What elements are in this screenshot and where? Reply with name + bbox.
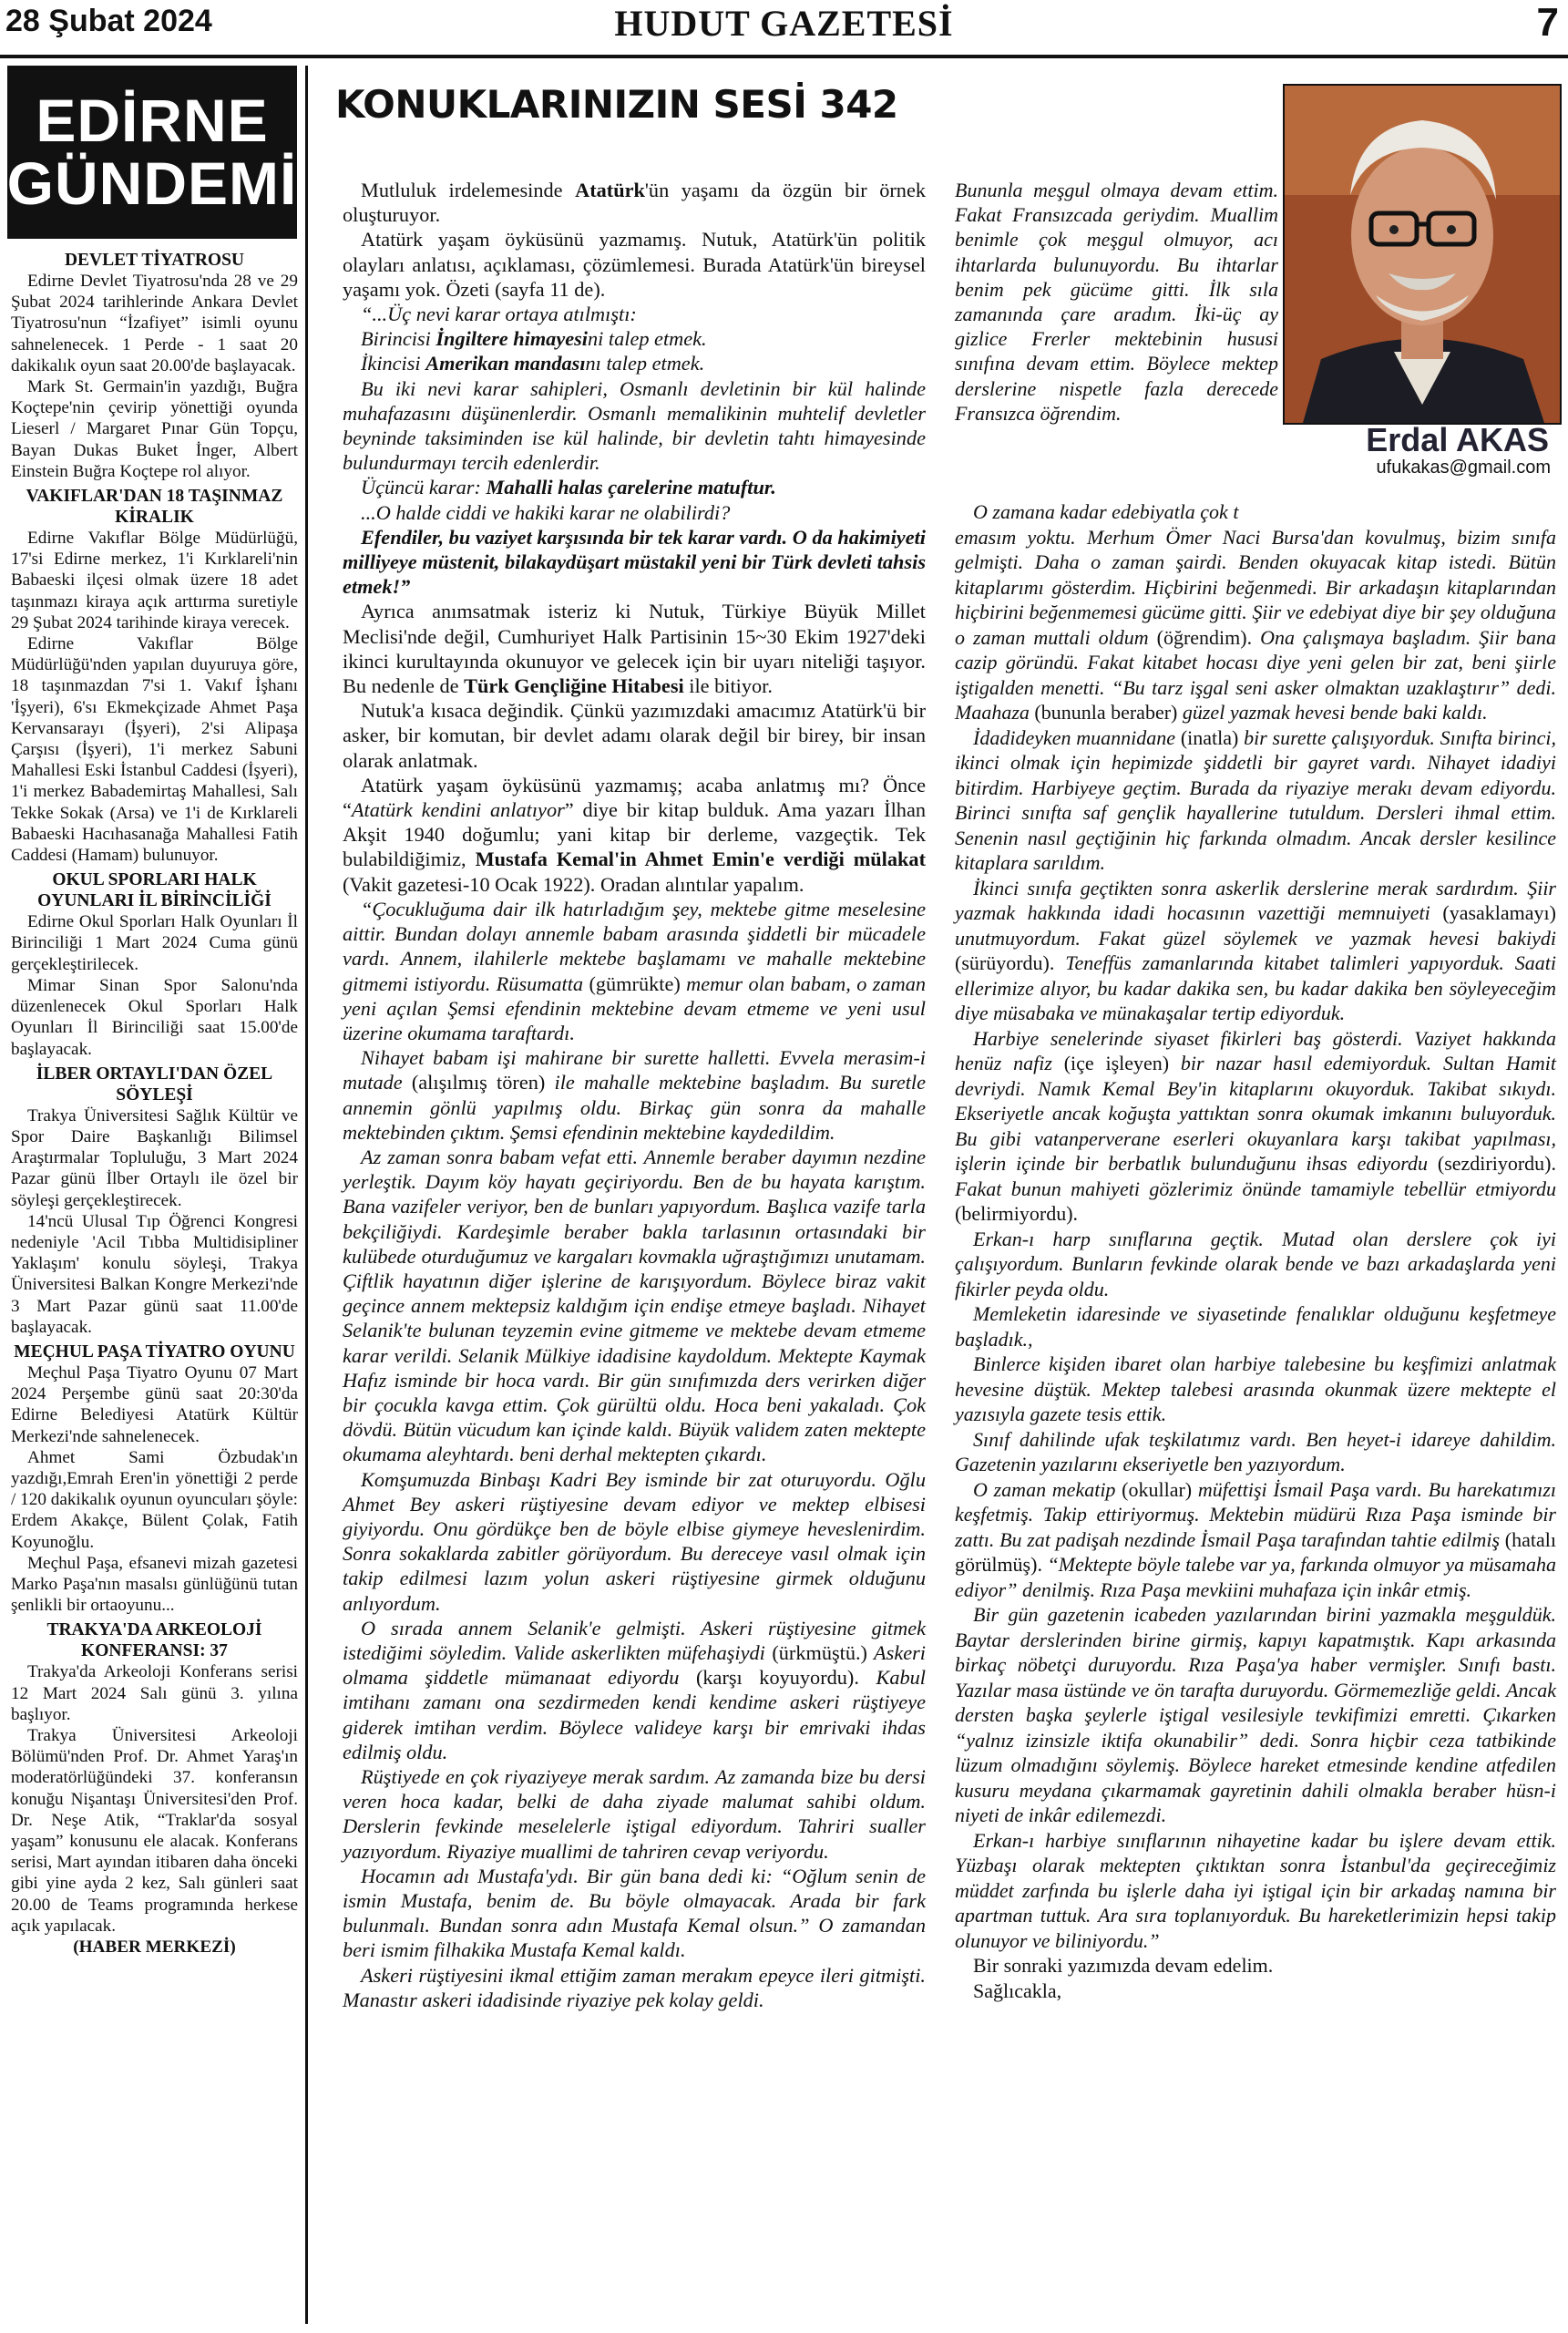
quote-paragraph: Efendiler, bu vaziyet karşısında bir tek karar vardı. O da hakimiyeti milliyeye müstenit, bilakaydüşart müstakil yeni bir Türk devleti tahsis etmek!” <box>343 525 926 599</box>
quote-paragraph: Az zaman sonra babam vefat etti. Annemle beraber dayımın nezdine yerleştik. Dayım köy hayatı geçiriyordu. Ben de bu hayata karıştım. Bana vazifeler veriyor, ben de bunları yapıyordum. Başlıca vazife tarla bekçiliğiydi. Kardeşimle beraber bakla tarlasının ortasındaki bir kulübede oturduğumuz ve kargaları kovmakla uğraştığımızı unutamam. Çiftlik hayatının diğer işlerine de karışıyordum. Böylece biraz vakit geçince annem mektepsiz kaldığım için endişe etmeye başladı. Nihayet Selanik'te bulunan teyzemin evine gitmeme ve mektebe devam etmeme karar verildi. Selanik Mülkiye idadisine kaydoldum. Mektepte Kaymak Hafız isminde bir hoca vardı. Bir gün sınıfımızda ders verirken diğer bir çocukla kavga ettim. Çok gürültü oldu. Hoca beni yakaladı. Çok dövdü. Bütün vücudum kan içinde kaldı. Büyük validem zaten mektepte okumama aleyhtardı. beni derhal mektepten çıkardı. <box>343 1145 926 1466</box>
paragraph: Atatürk yaşam öyküsünü yazmamış; acaba anlatmış mı? Önce “Atatürk kendini anlatıyor” diye bir kitap bulduk. Ama yazarı İlhan Akşit 1940 doğumlu; yani kitap bir derleme, vazgeçtik. Tek bulabildiğimiz, Mustafa Kemal'in Ahmet Emin'e verdiği mülakat (Vakit gazetesi-10 Ocak 1922). Oradan alıntılar yapalım. <box>343 773 926 896</box>
quote-paragraph: Komşumuzda Binbaşı Kadri Bey isminde bir zat oturuyordu. Oğlu Ahmet Bey askeri rüştiyesine devam ediyor ve mektep elbisesi giyiyordu. Onu gördükçe ben de böyle elbise giymeye heveslenirdim. Sonra sokaklarda zabitler görüyordum. Bu dereceye vasıl olmak için takip edilmesi lazım yolun askeri rüştiyesine girmek olduğunu anlıyordum. <box>343 1467 926 1615</box>
brief-text: Edirne Devlet Tiyatrosu'nda 28 ve 29 Şubat 2024 tarihlerinde Ankara Devlet Tiyatrosu'nun “İzafiyet” isimli oyunu sahnelenecek. 1 Perde - 1 saat 20 dakikalık oyun saat 20.00'de başlayacak. <box>11 272 298 375</box>
brief-text: Trakya Üniversitesi Sağlık Kültür ve Spor Daire Başkanlığı Bilimsel Araştırmalar Topluluğu, 3 Mart 2024 Pazar günü İlber Ortaylı ile özel bir söyleşi gerçekleştirecek. <box>11 1105 298 1210</box>
article-headline: KONUKLARINIZIN SESİ 342 <box>335 82 898 127</box>
brief-text: Trakya'da Arkeoloji Konferans serisi 12 Mart 2024 Salı günü 3. yılına başlıyor. <box>11 1662 298 1724</box>
author-email: ufukakas@gmail.com <box>1376 457 1551 478</box>
brief-text: Meçhul Paşa Tiyatro Oyunu 07 Mart 2024 Perşembe günü saat 20:30'da Edirne Belediyesi Atatürk Kültür Merkezi'nde sahnelenecek. <box>11 1362 298 1446</box>
paragraph: Atatürk yaşam öyküsünü yazmamış. Nutuk, Atatürk'ün politik olayları anlatısı, açıklaması, çözümlemesi. Burada Atatürk'ün bireysel yaşamı yok. Özeti (sayfa 11 de). <box>343 228 926 301</box>
quote-paragraph: Erkan-ı harbiye sınıflarının nihayetine kadar bu işlere devam ettik. Yüzbaşı olarak mektepten çıktıktan sonra İstanbul'da geçireceğimiz müddet zarfında bu işlerle daha iyi iştigal için bir arkadaş namına bir apartman tuttuk. Ara sıra toplanıyorduk. Bu hareketlerimizin hepsi takip olunuyor ve biliniyordu.” <box>955 1828 1556 1952</box>
quote-line: “...Üç nevi karar ortaya atılmıştı: <box>361 303 637 326</box>
brief-text: Edirne Vakıflar Bölge Müdürlüğü, 17'si Edirne merkez, 1'i Kırklareli'nin Babaeski ilçesi olmak üzere 18 adet taşınmazı kiraya açık arttırma suretiyle 29 Şubat 2024 tarihinde kiraya verecek. <box>11 529 298 632</box>
brief-text: Edirne Vakıflar Bölge Müdürlüğü'nden yapılan duyuruya göre, 18 taşınmazdan 7'si 1. Vakıf İşhanı 'İşyeri), 6'sı Ekmekçizade Ahmet Paşa Kervansarayı (İşyeri), 2'si Alipaşa Çarşısı (İşyeri), 1'i merkez Sabuni Mahallesi Eski İstanbul Caddesi (İşyeri), 1'i merkez Babademirtaş Mahallesi, Salı Tekke Sokak (Arsa) ve 1'i de Kırklareli Babaeski Hacıhasanağa Mahallesi Fatih Caddesi (Hamam) bulunuyor. <box>11 634 298 866</box>
section-header-line1: EDİRNE <box>36 86 269 154</box>
quote-paragraph: Memleketin idaresinde ve siyasetinde fenalıklar olduğunu keşfetmeye başladık., <box>955 1302 1556 1351</box>
brief-title: VAKIFLAR'DAN 18 TAŞINMAZ KİRALIK <box>26 487 283 528</box>
author-name: Erdal AKAS <box>1366 421 1549 458</box>
quote-line: ...O halde ciddi ve hakiki karar ne olabilirdi? <box>361 500 731 524</box>
masthead <box>0 0 1568 58</box>
brief-text: Trakya Üniversitesi Arkeoloji Bölümü'nden Prof. Dr. Ahmet Yaraş'ın moderatörlüğündeki 37. konferansın konuğu Nişantaşı Üniversitesi'den Prof. Dr. Neşe Atik, “Traklar'da sosyal yaşam” konusunu ele alacak. Konferans serisi, Mart ayından itibaren daha önceki gibi yine ayda 2 kez, Salı günleri saat 20.00 de Teams programında herkese açık yapılacak. <box>11 1725 298 1936</box>
brief-title: İLBER ORTAYLI'DAN ÖZEL SÖYLEŞİ <box>36 1064 273 1105</box>
brief-title: OKUL SPORLARI HALK OYUNLARI İL BİRİNCİLİĞİ <box>37 870 272 911</box>
quote-paragraph: Rüştiyede en çok riyaziyeye merak sardım. Az zamanda bize bu dersi veren hoca kadar, belki de daha ziyade malumat sahibi oldum. Derslerin fevkinde meselelerle iştigal ediyordum. Tahriri sualler yazıyordum. Riyaziye muallimi de tahriren cevap veriyordu. <box>343 1765 926 1863</box>
quote-paragraph: Harbiye senelerinde siyaset fikirleri baş gösterdi. Vaziyet hakkında henüz nafiz (içe işleyen) bir nazar hasıl edemiyorduk. Sultan Hamit devriydi. Namık Kemal Bey'in kitaplarını okuyorduk. Takibat sıkıydı. Ekseriyetle ancak koğuşta yattıktan sonra okumak imkanını buluyorduk. Bu gibi vatanperverane eserleri okuyanlara karşı takibat yapılması, işlerin içinde bir berbatlık bulunduğunu ihsas ediyordu (sezdiriyordu). Fakat bunun mahiyeti gözlerimiz önünde tamamiyle tebellür etmiyordu (belirmiyordu). <box>955 1026 1556 1225</box>
quote-paragraph: İdadideyken muannidane (inatla) bir surette çalışıyorduk. Sınıfta birinci, ikinci olmak için hepimizde şiddetli bir gayret vardı. Nihayet idadiyi bitirdim. Harbiyeye geçtim. Burada da riyaziye merakı devam ediyordu. Birinci sınıfta saf gençlik hayallerine tutuldum. Dersleri ihmal ettim. Senenin nasıl geçtiğinin hiç farkında olmadım. Ancak dersler kesilince kitaplara sarıldım. <box>955 725 1556 874</box>
quote-paragraph: O zaman mekatip (okullar) müfettişi İsmail Paşa vardı. Bu harekatımızı keşfetmiş. Takip ettiriyormuş. Mektebin müdürü Rıza Paşa isminde bir zattı. Bu zat padişah nezdinde İsmail Paşa tarafından tahtie edilmiş (hatalı görülmüş). “Mektepte böyle talebe var ya, farkında olmuyor ya müsamaha ediyor” denilmiş. Rıza Paşa mevkiini muhafaza için inkâr etmiş. <box>955 1477 1556 1601</box>
quote-paragraph: emasım yoktu. Merhum Ömer Naci Bursa'dan kovulmuş, bizim sınıfa gelmişti. Daha o zaman şairdi. Benden okuyacak kitap istedi. Bütün kitaplarımı gösterdim. Hiçbirini beğenmedi. Bir arkadaşın kitaplarından hiçbirini beğenmemesi gücüme gitti. Şiir ve edebiyat diye bir şey olduğuna o zaman muttali oldum (öğrendim). Ona çalışmaya başladım. Şiir bana cazip göründü. Fakat kitabet hocası diye yeni gelen bir zat, beni şiirle iştigalden menetti. “Bu tarz işgal seni asker olmaktan uzaklaştırır” dedi. Maahaza (bununla beraber) güzel yazmak hevesi bende baki kaldı. <box>955 525 1556 724</box>
quote-paragraph: O zamana kadar edebiyatla çok t <box>973 500 1239 523</box>
article-column-1 <box>343 178 926 2012</box>
paragraph: Mutluluk irdelemesinde Atatürk'ün yaşamı da özgün bir örnek oluşturuyor. <box>343 179 926 227</box>
section-header-line2: GÜNDEMİ <box>6 149 298 217</box>
quote-line: Birincisi İngiltere himayesini talep etmek. <box>361 327 707 351</box>
section-header-box <box>7 66 297 239</box>
quote-paragraph: Erkan-ı harp sınıflarına geçtik. Mutad olan derslere çok iyi çalışıyordum. Bunların fevkinde olarak bende ve bazı arkadaşlarda yeni fikirler peyda oldu. <box>955 1227 1556 1300</box>
brief-text: Mimar Sinan Spor Salonu'nda düzenlenecek Okul Sporları Halk Oyunları İl Birinciliği saat 15.00'de başlayacak. <box>11 975 298 1059</box>
brief-text: Edirne Okul Sporları Halk Oyunları İl Birinciliği 1 Mart 2024 Cuma günü gerçekleştirilecek. <box>11 912 298 974</box>
paragraph: Ayrıca anımsatmak isteriz ki Nutuk, Türkiye Büyük Millet Meclisi'nde değil, Cumhuriyet Halk Partisinin 15~30 Ekim 1927'deki ikinci kurultayında okunuyor ve gelecek için bir uyarı niteliği taşıyor. Bu nedenle de Türk Gençliğine Hitabesi ile bitiyor. <box>343 600 926 698</box>
news-credit: (HABER MERKEZİ) <box>73 1937 236 1958</box>
article-column-2-top <box>955 178 1278 426</box>
article-column-2 <box>955 499 1556 2003</box>
quote-paragraph: Sınıf dahilinde ufak teşkilatımız vardı. Ben heyet-i idareye dahildim. Gazetenin yazılarını ekseriyetle ben yazıyordum. <box>955 1427 1556 1475</box>
brief-text: 14'ncü Ulusal Tıp Öğrenci Kongresi nedeniyle 'Acil Tıbba Multidisipliner Yaklaşım' konulu söyleşi, Trakya Üniversitesi Balkan Kongre Merkezi'nde 3 Mart Pazar günü saat 11.00'de başlayacak. <box>11 1211 298 1337</box>
edirne-gundemi-column <box>7 66 308 2324</box>
quote-paragraph: Nihayet babam işi mahirane bir surette halletti. Evvela merasim-i mutade (alışılmış tören) ile mahalle mektebine başladım. Bu suretle annemin gönlü yapılmış oldu. Birkaç gün sonra da mahalle mektebinden çıktım. Şemsi efendinin mektebine kaydedildim. <box>343 1046 927 1144</box>
quote-paragraph: Binlerce kişiden ibaret olan harbiye talebesine bu keşfimizi anlatmak hevesine düştük. Mektep talebesi arasında okunmak üzere mektepte el yazısıyla gazete tesis ettik. <box>955 1352 1556 1425</box>
page-number: 7 <box>1536 0 1559 45</box>
newspaper-title: HUDUT GAZETESİ <box>614 3 954 44</box>
issue-date: 28 Şubat 2024 <box>5 4 212 38</box>
paragraph: Nutuk'a kısaca değindik. Çünkü yazımızdaki amacımız Atatürk'ü bir asker, bir komutan, bir devlet adamı olarak değil bir birey, bir insan olarak anlatmak. <box>343 699 926 772</box>
quote-paragraph: Bununla meşgul olmaya devam ettim. Fakat Fransızcada geriydim. Muallim benimle çok meşgul olmuyor, acı ihtarlarda bulunuyordu. Bu ihtarlar benim pek gücüme gitti. İlk sıla zamanında çare aradım. İki-üç ay gizlice Frerler mektebinin hususi sınıfına devam ettim. Böylece mektep derslerine nispetle fazla derecede Fransızca öğrendim. <box>955 179 1278 425</box>
quote-line: Üçüncü karar: Mahalli halas çarelerine matuftur. <box>361 476 776 499</box>
brief-text: Mark St. Germain'in yazdığı, Buğra Koçtepe'nin çevirip yönettiği oyunda Lieserl / Margaret Pınar Gün Topçu, Bayan Dukas Buket İnger, Albert Einstein Buğra Koçtepe rol alıyor. <box>11 377 298 481</box>
brief-title: DEVLET TİYATROSU <box>64 251 245 270</box>
author-photo <box>1283 84 1562 425</box>
quote-line: İkincisi Amerikan mandasını talep etmek. <box>361 352 705 375</box>
brief-title: MEÇHUL PAŞA TİYATRO OYUNU <box>14 1341 295 1362</box>
brief-title: TRAKYA'DA ARKEOLOJİ KONFERANSI: 37 <box>46 1620 262 1661</box>
news-briefs <box>7 239 305 1958</box>
brief-text: Ahmet Sami Özbudak'ın yazdığı,Emrah Eren'in yönettiği 2 perde / 120 dakikalık oyunun oyuncuları şöyle: Erdem Akakçe, Bülent Çolak, Fatih Koyunoğlu. <box>11 1447 298 1552</box>
quote-paragraph: O sırada annem Selanik'e gelmişti. Askeri rüştiyesine gitmek istediğimi söyledim. Valide askerlikten müfehaşiydi (ürkmüştü.) Askeri olmama şiddetle mümanaat ediyordu (karşı koyuyordu). Kabul imtihanı zamanı ona sezdirmeden kendi kendime askeri rüştiyeye giderek imtihan verdim. Böylece valideye karşı bir emrivaki ihdas edilmiş oldu. <box>343 1616 927 1763</box>
quote-paragraph: Askeri rüştiyesini ikmal ettiğim zaman merakım epeyce ileri gitmişti. Manastır askeri idadisinde riyaziye pek kolay geldi. <box>343 1963 926 2011</box>
quote-paragraph: İkinci sınıfa geçtikten sonra askerlik derslerine merak sardırdım. Şiir yazmak hakkında idadi hocasının vazettiği memnuiyeti (yasaklamayı) unutmuyordum. Fakat güzel söylemek ve yazmak hevesi bakiydi (sürüyordu). Teneffüs zamanlarında kitabet talimleri yapıyorduk. Saati ellerimize alıyor, bu kadar dakika sen, bu kadar dakika ben söyleyeceğim diye müsabaka ve münakaşalar tertip ediyorduk. <box>955 876 1556 1024</box>
quote-paragraph: Bir gün gazetenin icabeden yazılarından birini yazmakla meşguldük. Baytar derslerinden birine girmiş, kapıyı kapatmıştık. Kapı arkasında birkaç nöbetçi duruyordu. Rıza Paşa'ya haber vermişler. Sınıfı bastı. Yazılar masa üstünde ve ön tarafta duruyordu. Görmemezliğe geldi. Ancak dersten başka şeylerle iştigal vesilesiyle tevkifimizi emretti. Çıkarken “yalnız izinsizle iktifa okunabilir” dedi. Sonra hiçbir ceza tatbikinde lüzum olmadığını söylemiş. Böylece hareket etmesinde kendine atfedilen kusuru meydana çıkarmamak gayretinin dahili olmakla beraber hüsn-i niyeti de inkâr edilemezdi. <box>955 1603 1556 1826</box>
closing-line: Sağlıcakla, <box>973 1978 1062 2002</box>
quote-paragraph: “Çocukluğuma dair ilk hatırladığım şey, mektebe gitme meselesine aittir. Bundan dolayı annemle babam arasında şiddetli bir mücadele vardı. Annem, ilahilerle mektebe başlamamı ve mahalle mektebine gitmemi istiyordu. Rüsumatta (gümrükte) memur olan babam, o zaman yeni açılan Şemsi efendinin mektebine devam etmeme ve yeni usul üzerine okumama taraftardı. <box>343 897 926 1044</box>
quote-paragraph: Bu iki nevi karar sahipleri, Osmanlı devletinin bir kül halinde muhafazasını düşünenlerdir. Osmanlı memalikinin muhtelif devletler beyninde taksiminden ise kül halinde, bir devletin tahtı himayesinde bulundurmayı tercih edenlerdir. <box>343 376 926 475</box>
brief-text: Meçhul Paşa, efsanevi mizah gazetesi Marko Paşa'nın masalsı günlüğünü tutan şenlikli bir ortaoyunu... <box>11 1553 298 1616</box>
closing-line: Bir sonraki yazımızda devam edelim. <box>973 1954 1274 1977</box>
quote-paragraph: Hocamın adı Mustafa'ydı. Bir gün bana dedi ki: “Oğlum senin de ismin Mustafa, benim de. Bu böyle olmayacak. Arada bir fark bulunmalı. Bundan sonra adın Mustafa Kemal olsun.” O zamandan beri ismim filhakika Mustafa Kemal kaldı. <box>343 1864 926 1962</box>
